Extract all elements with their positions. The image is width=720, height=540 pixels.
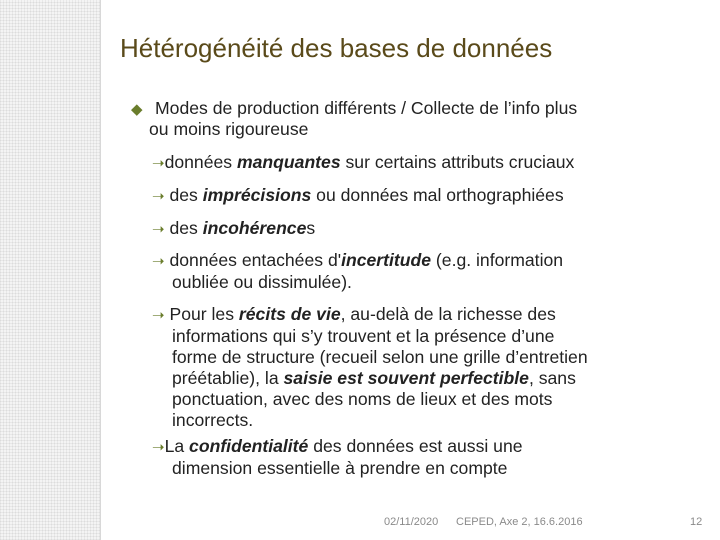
emphasis-confidentialite: confidentialité: [189, 436, 309, 456]
bullet-text-line1: Modes de production différents / Collecte de l’info plus: [155, 98, 578, 118]
slide-title: Hétérogénéité des bases de données: [120, 33, 553, 63]
emphasis-incertitude: incertitude: [341, 250, 432, 270]
emphasis-imprecisions: imprécisions: [202, 185, 312, 205]
arrow-icon: ➝: [152, 253, 165, 270]
bullet-text-line2: ou moins rigoureuse: [149, 119, 309, 139]
sub-item-incoherences: ➝ des incohérences: [152, 218, 316, 238]
arrow-icon: ➝: [152, 188, 165, 205]
emphasis-recits-de-vie: récits de vie: [238, 304, 341, 324]
footer-date: 02/11/2020: [384, 516, 439, 528]
emphasis-saisie: saisie est souvent perfectible: [283, 368, 529, 388]
sub-item-imprecisions: ➝ des imprécisions ou données mal orthographiées: [152, 185, 564, 205]
arrow-icon: ➝: [152, 155, 165, 172]
sub-item-incertitude: ➝ données entachées d'incertitude (e.g. information oubliée ou dissimulée).: [152, 250, 564, 292]
arrow-icon: ➝: [152, 307, 165, 324]
diamond-bullet-icon: ◆: [131, 101, 143, 118]
sub-item-manquantes: ➝données manquantes sur certains attributs cruciaux: [152, 152, 575, 172]
arrow-icon: ➝: [152, 439, 165, 456]
emphasis-incoherences: incohérence: [202, 218, 307, 238]
footer-source: CEPED, Axe 2, 16.6.2016: [456, 516, 583, 528]
arrow-icon: ➝: [152, 221, 165, 238]
sub-item-recits-de-vie: ➝ Pour les récits de vie, au-delà de la richesse des informations qui s’y trouvent et la présence d’une forme de structure (recueil selon une grille d’entretien préétablie), la saisie est souvent perfectible, sans ponctuation, avec des noms de lieux et des mots incorrects.: [152, 304, 588, 430]
emphasis-manquantes: manquantes: [236, 152, 341, 172]
footer-page-number: 12: [690, 516, 703, 528]
sub-item-confidentialite: ➝La confidentialité des données est aussi une dimension essentielle à prendre en compte: [152, 436, 523, 478]
